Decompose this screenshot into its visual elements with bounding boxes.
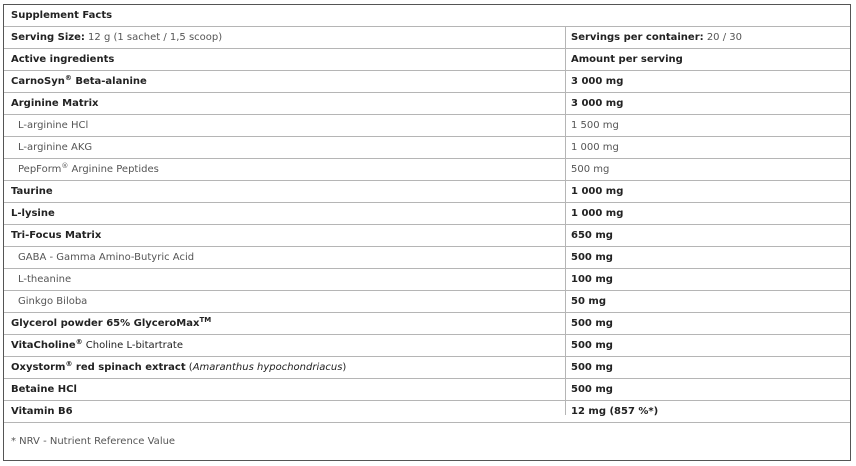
ingredient-label: Glycerol powder 65% GlyceroMax: [11, 318, 200, 329]
table-row: [4, 401, 850, 423]
ingredient-name: [11, 335, 183, 356]
paren-open: (: [185, 362, 193, 373]
ingredient-name: [18, 159, 159, 180]
ingredient-name: Taurine: [11, 186, 53, 197]
header-row: [4, 49, 850, 71]
ingredient-name: Arginine Matrix: [11, 98, 99, 109]
ingredient-amount: 12 mg (857 %*): [571, 406, 659, 417]
ingredient-label: PepForm: [18, 164, 62, 175]
ingredient-amount: 500 mg: [571, 252, 613, 263]
table-row: [4, 137, 850, 159]
ingredient-label: VitaCholine: [11, 340, 76, 351]
table-row: [4, 159, 850, 181]
ingredient-name: [11, 71, 147, 92]
latin-name: Amaranthus hypochondriacus: [192, 362, 343, 373]
ingredient-amount: 500 mg: [571, 362, 613, 373]
table-row: [4, 357, 850, 379]
table-row: [4, 313, 850, 335]
ingredient-amount: 50 mg: [571, 296, 606, 307]
paren-close: ): [342, 362, 347, 373]
header-ingredients: Active ingredients: [11, 54, 115, 65]
table-row: [4, 269, 850, 291]
ingredient-amount: 100 mg: [571, 274, 613, 285]
trademark: TM: [199, 316, 212, 324]
ingredient-name: GABA - Gamma Amino-Butyric Acid: [18, 252, 195, 263]
registered-mark: ®: [61, 162, 69, 170]
ingredient-name: Tri-Focus Matrix: [11, 230, 102, 241]
ingredient-amount: 500 mg: [571, 164, 610, 175]
serving-size: [11, 27, 222, 48]
table-row: [4, 225, 850, 247]
ingredient-label-rest: Beta-alanine: [71, 76, 147, 87]
ingredient-label-rest: red spinach extract: [72, 362, 186, 373]
table-row: [4, 115, 850, 137]
table-row: [4, 181, 850, 203]
serving-size-value: 12 g (1 sachet / 1,5 scoop): [84, 32, 223, 43]
ingredient-amount: 650 mg: [571, 230, 613, 241]
registered-mark: ®: [75, 338, 83, 346]
ingredient-amount: 3 000 mg: [571, 76, 624, 87]
ingredient-amount: 500 mg: [571, 340, 613, 351]
ingredient-name: Betaine HCl: [11, 384, 77, 395]
table-row: [4, 291, 850, 313]
servings-per-container-label: Servings per container:: [571, 32, 704, 43]
registered-mark: ®: [65, 360, 73, 368]
table-row: [4, 93, 850, 115]
ingredient-name: L-theanine: [18, 274, 72, 285]
ingredient-name: Ginkgo Biloba: [18, 296, 88, 307]
footnote-row: [4, 423, 850, 457]
ingredient-name: [11, 313, 211, 334]
header-amount: Amount per serving: [571, 54, 683, 65]
ingredient-amount: 500 mg: [571, 318, 613, 329]
table-row: [4, 203, 850, 225]
ingredient-amount: 1 000 mg: [571, 186, 624, 197]
ingredient-name: L-lysine: [11, 208, 55, 219]
ingredient-label-rest: Arginine Peptides: [68, 164, 159, 175]
ingredient-amount: 1 000 mg: [571, 142, 619, 153]
ingredient-label: Oxystorm: [11, 362, 66, 373]
registered-mark: ®: [64, 74, 72, 82]
table-row: [4, 71, 850, 93]
table-row: [4, 335, 850, 357]
ingredient-name: L-arginine HCl: [18, 120, 89, 131]
ingredient-amount: 500 mg: [571, 384, 613, 395]
footnote: * NRV - Nutrient Reference Value: [11, 436, 176, 447]
ingredient-amount: 1 500 mg: [571, 120, 619, 131]
servings-per-container: [571, 27, 742, 48]
ingredient-name: Vitamin B6: [11, 406, 73, 417]
table-row: [4, 247, 850, 269]
ingredient-name: L-arginine AKG: [18, 142, 93, 153]
supplement-facts-table: [3, 4, 851, 461]
table-row: [4, 379, 850, 401]
table-title: Supplement Facts: [11, 10, 113, 21]
serving-row: [4, 27, 850, 49]
ingredient-label: CarnoSyn: [11, 76, 65, 87]
ingredient-amount: 1 000 mg: [571, 208, 624, 219]
serving-size-label: Serving Size:: [11, 32, 85, 43]
ingredient-label-rest: Choline L-bitartrate: [82, 340, 183, 351]
title-row: [4, 5, 850, 27]
ingredient-name: [11, 357, 346, 378]
servings-per-container-value: 20 / 30: [703, 32, 742, 43]
ingredient-amount: 3 000 mg: [571, 98, 624, 109]
